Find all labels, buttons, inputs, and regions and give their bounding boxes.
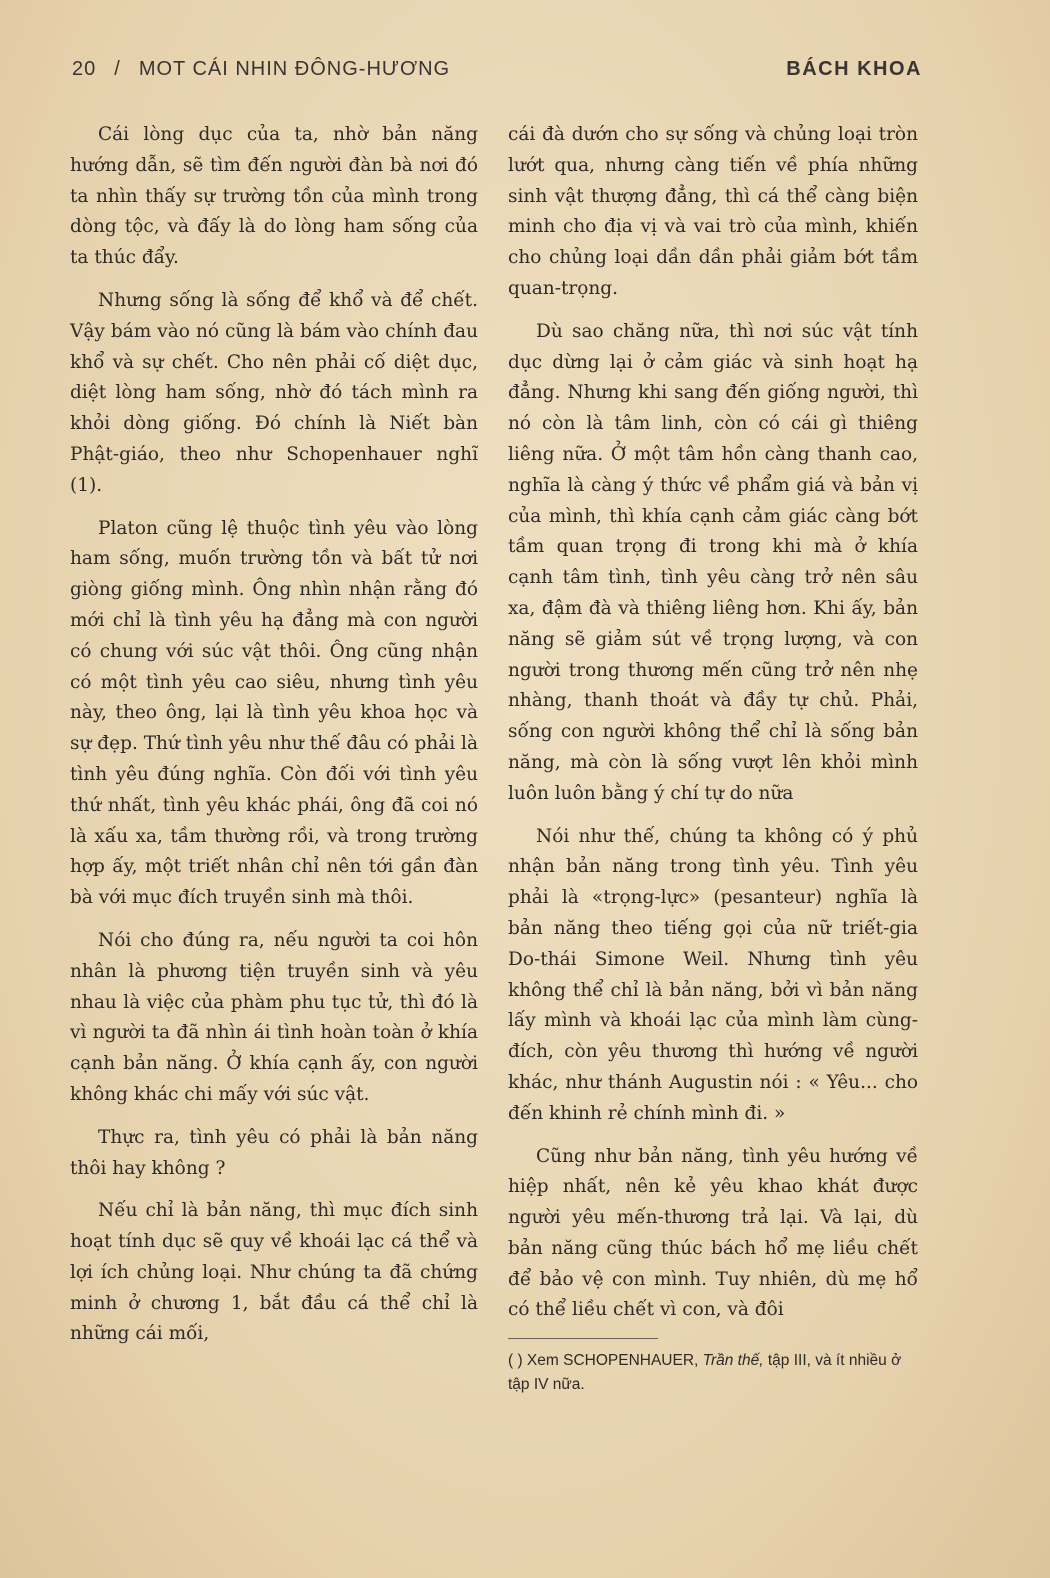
header-separator: / [114, 58, 121, 80]
running-header [72, 58, 922, 81]
paragraph: Nếu chỉ là bản năng, thì mục đích sinh hoạt tính dục sẽ quy về khoái lạc cá thể và lợi ích chủng loại. Như chúng ta đã chứng minh ở chương 1, bắt đầu cá thể chỉ là những cái mối, [70, 1200, 478, 1345]
paragraph: Thực ra, tình yêu có phải là bản năng thôi hay không ? [70, 1126, 478, 1179]
paragraph: Platon cũng lệ thuộc tình yêu vào lòng ham sống, muốn trường tồn và bất tử nơi giòng giống mình. Ông nhìn nhận rằng đó mới chỉ là tình yêu hạ đẳng mà con người có chung với súc vật thôi. Ông cũng nhận có một tình yêu cao siêu, nhưng tình yêu này, theo ông, lại là tình yêu khoa học và sự đẹp. Thứ tình yêu như thế đâu có phải là tình yêu đúng nghĩa. Còn đối với tình yêu thứ nhất, tình yêu khác phái, ông đã coi nó là xấu xa, tầm thường rồi, và trong trường hợp ấy, một triết nhân chỉ nên tới gần đàn bà với mục đích truyền sinh mà thôi. [70, 517, 478, 909]
footnote [508, 1349, 918, 1397]
paragraph: Cái lòng dục của ta, nhờ bản năng hướng dẫn, sẽ tìm đến người đàn bà nơi đó ta nhìn thấy sự trường tồn của mình trong dòng tộc, và đấy là do lòng ham sống của ta thúc đẩy. [70, 124, 478, 269]
footnote-marker: ( ) Xem [508, 1352, 559, 1370]
footnote-author: SCHOPENHAUER, [563, 1352, 699, 1370]
footnote-work: Trần thế, [702, 1352, 764, 1370]
magazine-name: BÁCH KHOA [786, 58, 922, 80]
footnote-divider [508, 1338, 658, 1339]
paragraph-continued: cái đà dướn cho sự sống và chủng loại tròn lướt qua, nhưng càng tiến về phía những sinh vật thượng đẳng, thì cá thể càng biện minh cho địa vị và vai trò của mình, khiến cho chủng loại dần dần phải giảm bớt tầm quan-trọng. [508, 124, 918, 299]
paragraph: Dù sao chăng nữa, thì nơi súc vật tính dục dừng lại ở cảm giác và sinh hoạt hạ đẳng. Nhưng khi sang đến giống người, thì nó còn là tâm linh, còn có cái gì thiêng liêng nữa. Ở một tâm hồn càng thanh cao, nghĩa là càng ý thức về phẩm giá và bản vị của mình, thì khía cạnh cảm giác càng bớt tầm quan trọng đi trong khi mà ở khía cạnh tâm tình, tình yêu càng trở nên sâu xa, đậm đà và thiêng liêng hơn. Khi ấy, bản năng sẽ giảm sút về trọng lượng, và con người trong thương mến cũng trở nên nhẹ nhàng, thanh thoát và đầy tự chủ. Phải, sống con người không thể chỉ là sống bản năng, mà còn là sống vượt lên khỏi mình luôn luôn bằng ý chí tự do nữa [508, 320, 918, 804]
right-column [508, 120, 918, 1397]
article-title: MOT CÁI NHIN ĐÔNG-HƯƠNG [138, 58, 451, 80]
paragraph: Nói cho đúng ra, nếu người ta coi hôn nhân là phương tiện truyền sinh và yêu nhau là việc của phàm phu tục tử, thì đó là vì người ta đã nhìn ái tình hoàn toàn ở khía cạnh bản năng. Ở khía cạnh ấy, con người không khác chi mấy với súc vật. [70, 929, 478, 1105]
paragraph: Cũng như bản năng, tình yêu hướng về hiệp nhất, nên kẻ yêu khao khát được người yêu mến-thương trả lại. Và lại, dù bản năng cũng thúc bách hổ mẹ liều chết để bảo vệ con mình. Tuy nhiên, dù mẹ hổ có thể liều chết vì con, và đôi [508, 1145, 918, 1321]
footnote-rest: tập III, và ít nhiều ở tập IV nữa. [508, 1352, 902, 1394]
left-column [70, 120, 478, 1362]
paragraph: Nói như thế, chúng ta không có ý phủ nhận bản năng trong tình yêu. Tình yêu phải là «trọng-lực» (pesanteur) nghĩa là bản năng theo tiếng gọi của nữ triết-gia Do-thái Simone Weil. Nhưng tình yêu không thể chỉ là bản năng, bởi vì bản năng lấy mình và khoái lạc của mình làm cùng-đích, còn yêu thương thì hướng về người khác, như thánh Augustin nói : « Yêu... cho đến khinh rẻ chính mình đi. » [508, 825, 918, 1124]
page-number: 20 [72, 58, 97, 80]
paragraph: Nhưng sống là sống để khổ và để chết. Vậy bám vào nó cũng là bám vào chính đau khổ và sự chết. Cho nên phải cố diệt dục, diệt lòng ham sống, nhờ đó tách mình ra khỏi dòng giống. Đó chính là Niết bàn Phật-giáo, theo như Schopenhauer nghĩ (1). [70, 289, 478, 496]
